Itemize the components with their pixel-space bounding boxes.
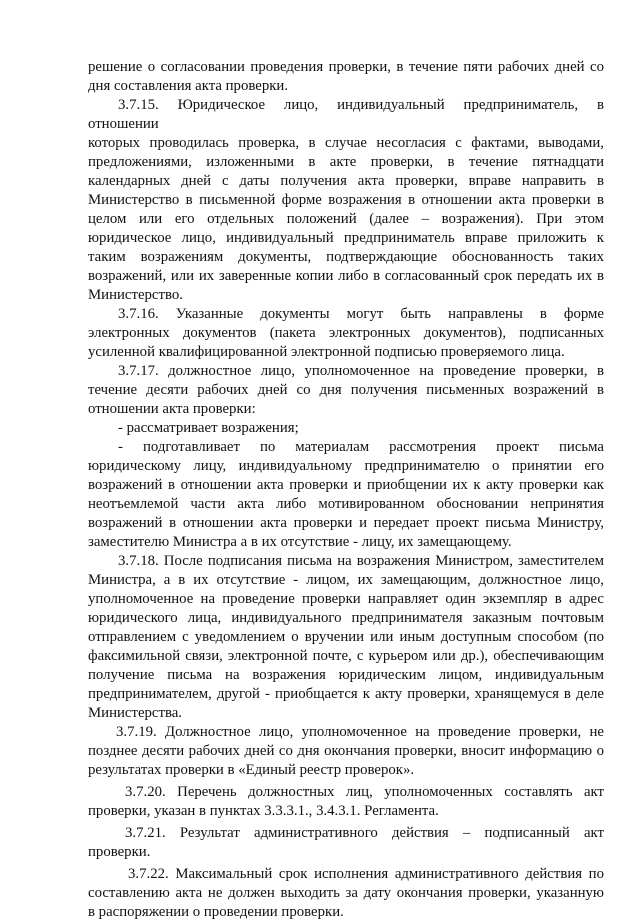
- text-line: возражений, или их заверенные копии либо в согласованный срок передать их в: [88, 268, 604, 284]
- text-line: в распоряжении о проведении проверки.: [88, 904, 344, 920]
- text-line: предпринимателем, другой - приобщается к акту проверки, хранящемуся в деле: [88, 686, 604, 702]
- text-line: усиленной квалифицированной электронной подписью проверяемого лица.: [88, 344, 565, 360]
- text-line: течение десяти рабочих дней со дня получения письменных возражений в: [88, 382, 604, 398]
- text-line: неотъемлемой части акта либо мотивированном обосновании непринятия: [88, 496, 604, 512]
- text-line: юридическому лицу, индивидуальному предпринимателю о принятии его: [88, 458, 604, 474]
- paragraph-3-7-19-start: 3.7.19. Должностное лицо, уполномоченное на проведение проверки, не: [116, 724, 604, 740]
- text-line: целом или его отдельных положений (далее – возражения). При этом: [88, 211, 604, 227]
- text-line: Министерства.: [88, 705, 183, 721]
- text-line: уполномоченное на проведение проверки направляет один экземпляр в адрес: [88, 591, 604, 607]
- text-line: календарных дней с даты получения акта проверки, вправе направить в: [88, 173, 604, 189]
- text-line: электронных документов (пакета электронных документов), подписанных: [88, 325, 604, 341]
- paragraph-3-7-16-start: 3.7.16. Указанные документы могут быть направлены в форме: [118, 306, 604, 322]
- text-line: проверки, указан в пунктах 3.3.3.1., 3.4.3.1. Регламента.: [88, 803, 439, 819]
- list-item: - рассматривает возражения;: [118, 420, 299, 436]
- paragraph-3-7-15-start: 3.7.15. Юридическое лицо, индивидуальный предприниматель, в: [118, 97, 604, 113]
- text-line: предложениями, изложенными в акте проверки, в течение пятнадцати: [88, 154, 604, 170]
- text-line: решение о согласовании проведения проверки, в течение пяти рабочих дней со: [88, 59, 604, 75]
- text-line: заместителю Министра а в их отсутствие - лицу, их замещающему.: [88, 534, 512, 550]
- text-line: получение письма на возражения юридическим лицом, индивидуальным: [88, 667, 604, 683]
- paragraph-3-7-20-start: 3.7.20. Перечень должностных лиц, уполномоченных составлять акт: [125, 784, 604, 800]
- text-line: отношении: [88, 116, 159, 132]
- text-line: возражений в отношении акта проверки и приобщении их к акту проверки как: [88, 477, 604, 493]
- paragraph-3-7-21-start: 3.7.21. Результат административного действия – подписанный акт: [125, 825, 604, 841]
- paragraph-3-7-17-start: 3.7.17. должностное лицо, уполномоченное на проведение проверки, в: [118, 363, 604, 379]
- list-item: - подготавливает по материалам рассмотрения проект письма: [118, 439, 604, 455]
- text-line: Министерство в письменной форме возражения в отношении акта проверки в: [88, 192, 604, 208]
- paragraph-3-7-18-start: 3.7.18. После подписания письма на возражения Министром, заместителем: [118, 553, 604, 569]
- text-line: отношении акта проверки:: [88, 401, 256, 417]
- text-line: составлению акта не должен выходить за дату окончания проверки, указанную: [88, 885, 604, 901]
- text-line: позднее десяти рабочих дней со дня окончания проверки, вносит информацию о: [88, 743, 604, 759]
- text-line: которых проводилась проверка, в случае несогласия с фактами, выводами,: [88, 135, 604, 151]
- paragraph-3-7-22-start: 3.7.22. Максимальный срок исполнения административного действия по: [128, 866, 604, 882]
- text-line: таким возражениям документы, подтверждающие обоснованность таких: [88, 249, 604, 265]
- text-line: Министра, а в их отсутствие - лицом, их замещающим, должностное лицо,: [88, 572, 604, 588]
- text-line: отправлением с уведомлением о вручении или иным доступным способом (по: [88, 629, 604, 645]
- text-line: юридическое лицо, индивидуальный предприниматель вправе приложить к: [88, 230, 604, 246]
- text-line: проверки.: [88, 844, 151, 860]
- text-line: дня составления акта проверки.: [88, 78, 289, 94]
- text-line: возражений в отношении акта проверки и передает проект письма Министру,: [88, 515, 604, 531]
- text-line: факсимильной связи, электронной почте, с курьером или др.), обеспечивающим: [88, 648, 604, 664]
- text-line: юридического лица, индивидуального предпринимателя заказным почтовым: [88, 610, 604, 626]
- text-line: результатах проверки в «Единый реестр проверок».: [88, 762, 415, 778]
- text-line: Министерство.: [88, 287, 183, 303]
